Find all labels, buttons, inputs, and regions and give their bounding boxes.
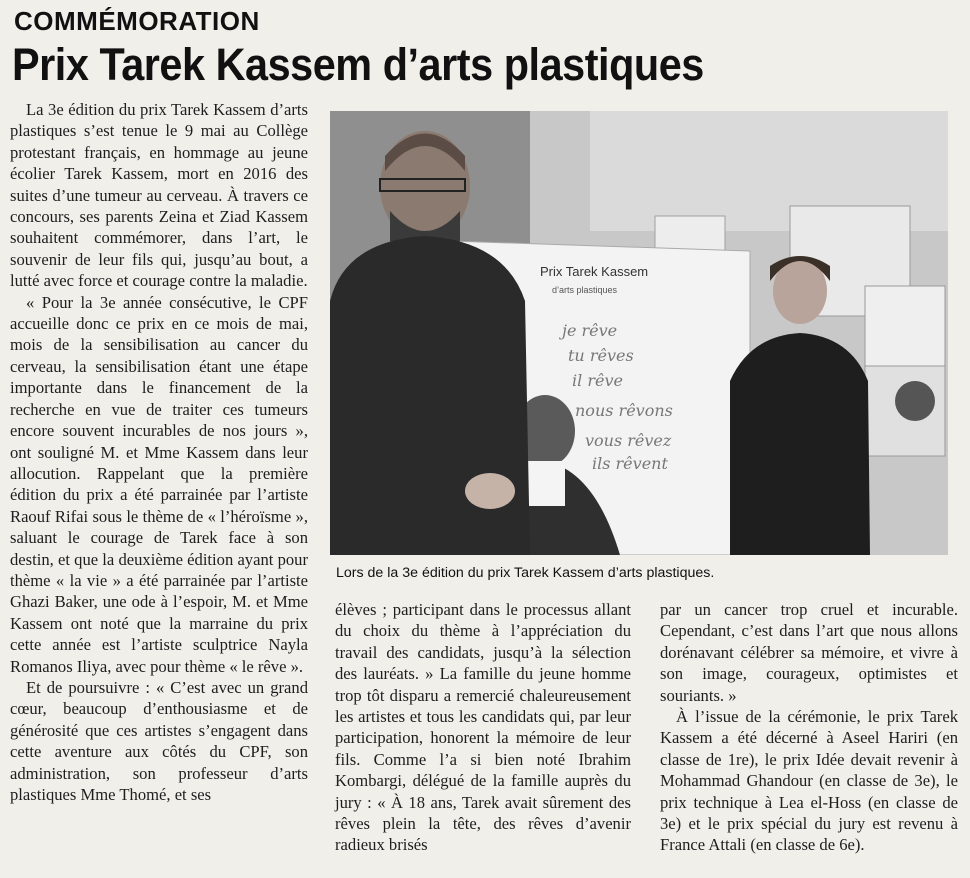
- article-headline: Prix Tarek Kassem d’arts plastiques: [12, 39, 704, 90]
- paragraph: élèves ; participant dans le processus allant du choix du thème à l’appréciation du travail des candidats, jusqu’à la sélection des lauréats. » La famille du jeune homme trop tôt disparu a remercié chaleureusement les artistes et tous les candidats qui, par leur participation, honorent la mémoire de leur fils. Comme l’a si bien noté Ibrahim Kombargi, délégué de la famille auprès du jury : « À 18 ans, Tarek avait sûrement des rêves plein la tête, des rêves d’avenir radieux brisés: [335, 600, 631, 855]
- text-column-2: [335, 599, 631, 856]
- text-column-1: [10, 99, 308, 805]
- poster-line: vous rêvez: [585, 431, 672, 450]
- poster-title: Prix Tarek Kassem: [540, 264, 649, 279]
- photo-illustration: [330, 111, 948, 555]
- paragraph: À l’issue de la cérémonie, le prix Tarek Kassem a été décerné à Aseel Hariri (en classe de 1re), le prix Idée devait revenir à Mohammad Ghandour (en classe de 3e), le prix technique à Lea el-Hoss (en classe de 3e) et le prix spécial du jury est revenu à France Attali (en classe de 6e).: [660, 707, 958, 855]
- paragraph: Et de poursuivre : « C’est avec un grand cœur, beaucoup d’enthousiasme et de générosité que ces artistes s’engagent dans cette aventure aux côtés du CPF, son administration, son professeur d’arts plastiques Mme Thomé, et ses: [10, 677, 308, 804]
- poster-line: nous rêvons: [575, 401, 673, 420]
- poster-subtitle: d’arts plastiques: [552, 285, 618, 295]
- section-kicker: COMMÉMORATION: [14, 6, 260, 36]
- poster-line: je rêve: [562, 321, 618, 340]
- poster-line: tu rêves: [568, 346, 634, 365]
- article-photo: [330, 111, 948, 555]
- paragraph: « Pour la 3e année consécutive, le CPF accueille donc ce prix en ce mois de mai, mois de la sensibilisation au cancer du cerveau, la sensibilisation étant une étape importante dans le financement de la recherche en vue de traiter ces tumeurs encore souvent incurables de nos jours », ont souligné M. et Mme Kassem dans leur allocution. Rappelant que la première édition du prix a été parrainée par l’artiste Raouf Rifai sous le thème de « l’héroïsme », saluant le courage de Tarek face à son destin, et que la deuxième édition ayant pour thème « la vie » a été parrainée par l’artiste Ghazi Baker, une ode à l’espoir, M. et Mme Kassem ont noté que la marraine du prix cette année est l’artiste sculptrice Nayla Romanos Iliya, avec pour thème « le rêve ».: [10, 292, 308, 676]
- paragraph: par un cancer trop cruel et incurable. Cependant, c’est dans l’art que nous allons dorénavant célébrer sa mémoire, et vivre à son image, courageux, optimistes et souriants. »: [660, 600, 958, 705]
- poster-line: ils rêvent: [592, 454, 668, 473]
- poster-line: il rêve: [572, 371, 623, 390]
- text-column-3: [660, 599, 958, 856]
- photo-caption: Lors de la 3e édition du prix Tarek Kassem d’arts plastiques.: [336, 565, 715, 581]
- paragraph: La 3e édition du prix Tarek Kassem d’arts plastiques s’est tenue le 9 mai au Collège protestant français, en hommage au jeune écolier Tarek Kassem, mort en 2016 des suites d’une tumeur au cerveau. À travers ce concours, ses parents Zeina et Ziad Kassem souhaitent commémorer, dans l’art, le souvenir de leur fils qui, jusqu’au bout, a lutté avec force et courage contre la maladie.: [10, 100, 308, 291]
